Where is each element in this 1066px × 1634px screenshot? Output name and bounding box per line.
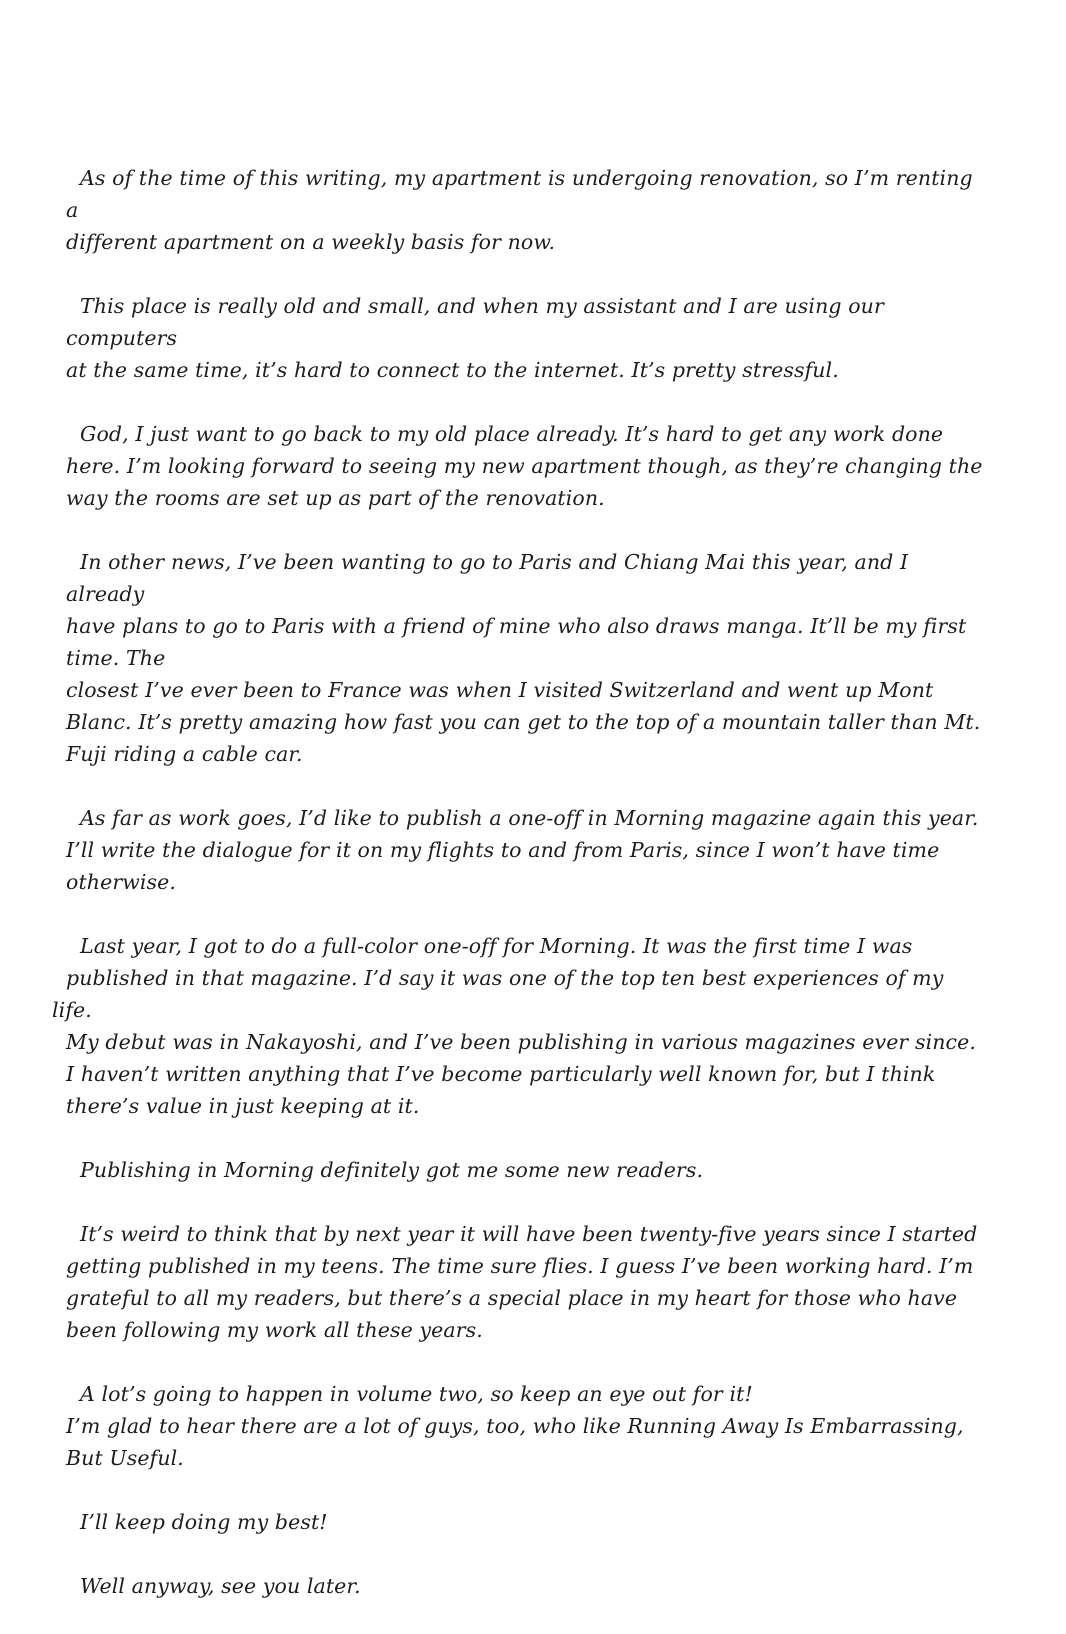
text-line: As far as work goes, I’d like to publish a one-off in Morning magazine again this year. <box>80 806 979 830</box>
paragraph-5 <box>66 802 986 898</box>
text-line: Fuji riding a cable car. <box>66 742 303 766</box>
text-line: otherwise. <box>66 870 176 894</box>
paragraph-10 <box>66 1506 986 1538</box>
text-line: there’s value in just keeping at it. <box>66 1094 420 1118</box>
text-line: It’s weird to think that by next year it will have been twenty-five years since I started <box>80 1222 978 1246</box>
text-line: been following my work all these years. <box>66 1318 483 1342</box>
paragraph-11 <box>66 1570 986 1602</box>
paragraph-6 <box>52 930 986 1122</box>
paragraph-2 <box>66 290 986 386</box>
text-line: Blanc. It’s pretty amazing how fast you can get to the top of a mountain taller than Mt. <box>66 710 981 734</box>
text-line: God, I just want to go back to my old place already. It’s hard to get any work done <box>80 422 944 446</box>
text-line: way the rooms are set up as part of the renovation. <box>66 486 605 510</box>
text-line: published in that magazine. I’d say it was one of the top ten best experiences of my life. <box>52 966 944 1022</box>
text-line: As of the time of this writing, my apartment is undergoing renovation, so I’m renting a <box>66 166 973 222</box>
text-line: here. I’m looking forward to seeing my new apartment though, as they’re changing the <box>66 454 983 478</box>
text-line: Well anyway, see you later. <box>80 1574 361 1598</box>
text-line: at the same time, it’s hard to connect to the internet. It’s pretty stressful. <box>66 358 839 382</box>
text-line: This place is really old and small, and when my assistant and I are using our computers <box>66 294 884 350</box>
text-line: have plans to go to Paris with a friend of mine who also draws manga. It’ll be my first <box>66 614 967 638</box>
text-line: In other news, I’ve been wanting to go to Paris and Chiang Mai this year, and I already <box>66 550 909 606</box>
text-line: getting published in my teens. The time sure flies. I guess I’ve been working hard. I’m <box>66 1254 974 1278</box>
text-line: A lot’s going to happen in volume two, so keep an eye out for it! <box>80 1382 753 1406</box>
paragraph-3 <box>66 418 986 514</box>
paragraph-8 <box>66 1218 986 1346</box>
paragraph-1 <box>66 162 986 258</box>
text-line: closest I’ve ever been to France was when I visited Switzerland and went up Mont <box>66 678 934 702</box>
afterword-text <box>52 162 986 1634</box>
text-line: I’m glad to hear there are a lot of guys, too, who like Running Away Is Embarrassing, <box>66 1414 964 1438</box>
text-line: Publishing in Morning definitely got me some new readers. <box>80 1158 704 1182</box>
paragraph-7 <box>66 1154 986 1186</box>
text-line: different apartment on a weekly basis for now. <box>66 230 556 254</box>
text-line: time. The <box>66 646 166 670</box>
text-line: But Useful. <box>66 1446 184 1470</box>
text-line: My debut was in Nakayoshi, and I’ve been publishing in various magazines ever since. <box>66 1030 976 1054</box>
paragraph-4 <box>66 546 986 770</box>
text-line: I’ll keep doing my best! <box>80 1510 328 1534</box>
text-line: grateful to all my readers, but there’s a special place in my heart for those who have <box>66 1286 958 1310</box>
text-line: I haven’t written anything that I’ve become particularly well known for, but I think <box>66 1062 936 1086</box>
text-line: I’ll write the dialogue for it on my flights to and from Paris, since I won’t have time <box>66 838 940 862</box>
paragraph-9 <box>66 1378 986 1474</box>
text-line: Last year, I got to do a full-color one-off for Morning. It was the first time I was <box>80 934 913 958</box>
